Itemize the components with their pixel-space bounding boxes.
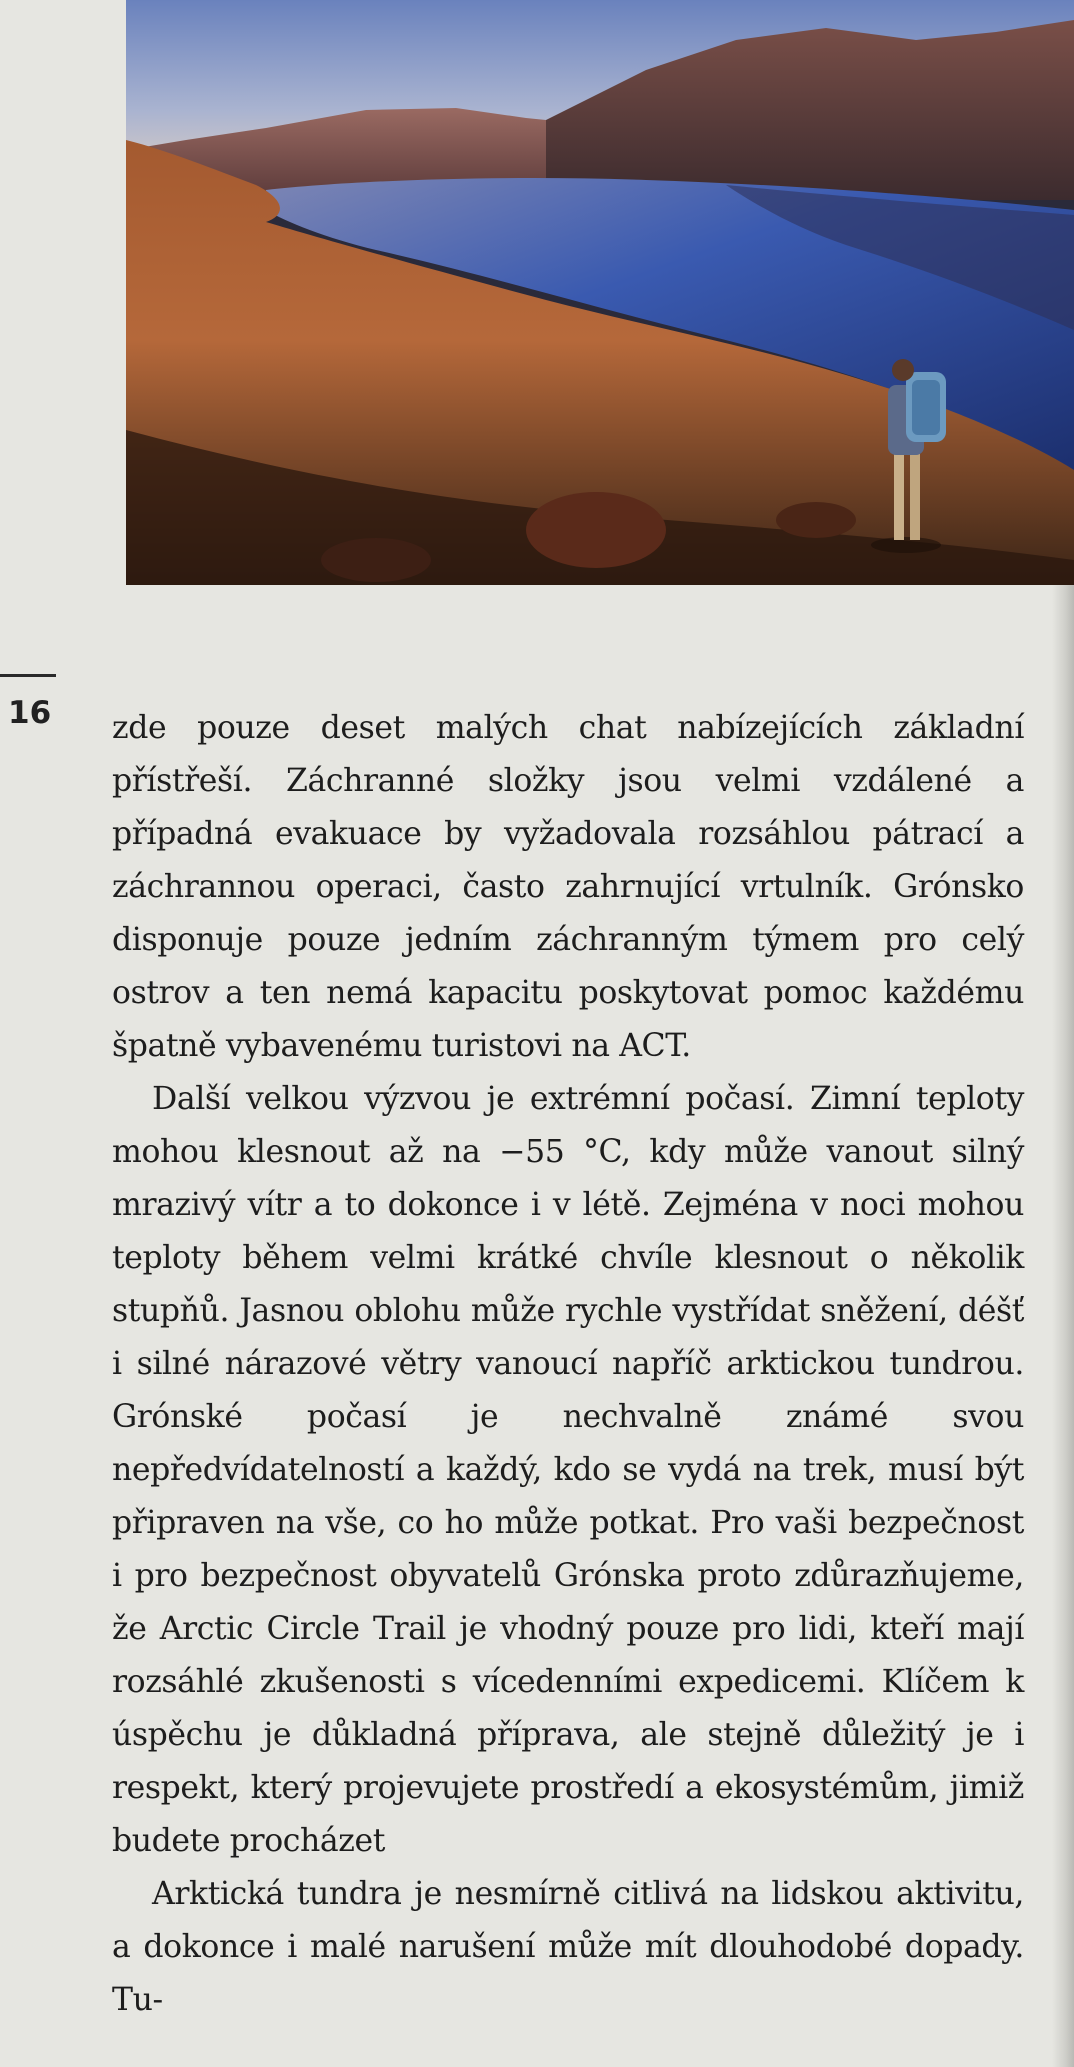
page-number: 16 — [8, 695, 52, 731]
paragraph-3: Arktická tundra je nesmírně citlivá na lidskou aktivitu, a dokonce i malé narušení může mít dlouhodobé dopady. Tu- — [112, 1876, 1024, 2018]
landscape-photo-icon — [126, 0, 1074, 585]
page-number-rule — [0, 674, 56, 677]
paragraph-2: Další velkou výzvou je extrémní počasí. Zimní teploty mohou klesnout až na −55 °C, kdy může vanout silný mrazivý vítr a to dokonce i v létě. Zejména v noci mohou teploty během velmi krátké chvíle klesnout o několik stupňů. Jasnou oblohu může rychle vystřídat sněžení, déšť i silné nárazové větry vanoucí napříč arktickou tundrou. Grónské počasí je nechvalně známé svou nepředvídatelností a každý, kdo se vydá na trek, musí být připraven na vše, co ho může potkat. Pro vaši bezpečnost i pro bezpečnost obyvatelů Grónska proto zdůrazňujeme, že Arctic Circle Trail je vhodný pouze pro lidi, kteří mají rozsáhlé zkušenosti s vícedenními expedicemi. Klíčem k úspěchu je důkladná příprava, ale stejně důležitý je i respekt, který projevujete prostředí a ekosystémům, jimiž budete procházet — [112, 1081, 1024, 1859]
body-text — [112, 702, 1024, 2027]
paragraph-1: zde pouze deset malých chat nabízejících základní přístřeší. Záchranné složky jsou velmi vzdálené a případná evakuace by vyžadovala rozsáhlou pátrací a záchrannou operaci, často zahrnující vrtulník. Grónsko disponuje pouze jedním záchranným týmem pro celý ostrov a ten nemá kapacitu poskytovat pomoc každému špatně vybavenému turistovi na ACT. — [112, 710, 1024, 1064]
landscape-photo — [126, 0, 1074, 585]
